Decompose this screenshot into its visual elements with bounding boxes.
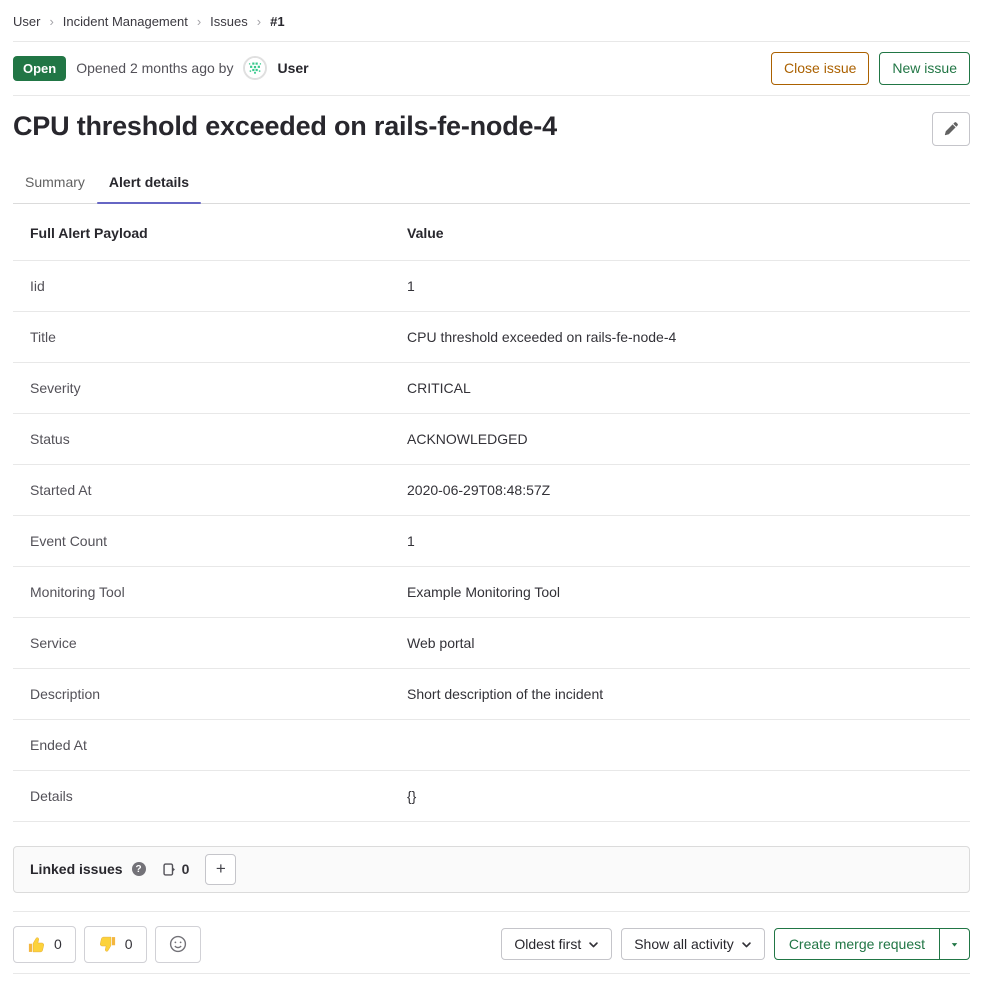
edit-title-button[interactable] — [932, 112, 970, 146]
tab-alert-details[interactable]: Alert details — [97, 163, 201, 203]
thumbs-up-icon — [27, 935, 46, 954]
row-value: Short description of the incident — [390, 668, 970, 719]
title-row — [13, 109, 970, 146]
author-name[interactable]: User — [277, 60, 309, 77]
thumbs-up-count: 0 — [54, 936, 62, 953]
row-value: 2020-06-29T08:48:57Z — [390, 464, 970, 515]
pencil-icon — [943, 121, 959, 137]
create-merge-request-button[interactable]: Create merge request — [775, 929, 940, 959]
row-label: Details — [13, 770, 390, 821]
chevron-right-icon: › — [196, 14, 202, 29]
discussion-controls — [501, 928, 970, 960]
breadcrumb-issues[interactable]: Issues — [210, 14, 248, 29]
linked-issues-count — [162, 861, 190, 877]
row-value: CRITICAL — [390, 362, 970, 413]
divider — [13, 973, 970, 974]
row-value: Web portal — [390, 617, 970, 668]
issue-tabs — [13, 163, 970, 204]
chevron-right-icon: › — [256, 14, 262, 29]
thumbs-down-count: 0 — [124, 936, 133, 953]
avatar[interactable] — [243, 56, 267, 80]
tab-summary[interactable]: Summary — [25, 173, 85, 190]
table-row — [13, 464, 970, 515]
table-header-row — [13, 204, 970, 261]
help-icon[interactable]: ? — [132, 862, 146, 876]
plus-icon: + — [215, 859, 226, 879]
alert-payload-table — [13, 204, 970, 822]
breadcrumb-issue-number: #1 — [270, 14, 285, 29]
column-header-field: Full Alert Payload — [13, 204, 390, 261]
thumbs-down-button[interactable] — [84, 926, 147, 963]
status-badge: Open — [13, 56, 66, 82]
row-value: ACKNOWLEDGED — [390, 413, 970, 464]
row-value — [390, 719, 970, 770]
table-row — [13, 515, 970, 566]
table-row — [13, 413, 970, 464]
caret-down-icon — [949, 939, 960, 950]
create-merge-request-split-button — [774, 928, 970, 960]
close-issue-button[interactable]: Close issue — [771, 52, 869, 85]
chevron-right-icon: › — [49, 14, 54, 29]
breadcrumb-user[interactable]: User — [13, 14, 41, 29]
column-header-value: Value — [390, 204, 970, 261]
table-row — [13, 260, 970, 311]
add-emoji-button[interactable] — [155, 926, 201, 963]
table-row — [13, 362, 970, 413]
breadcrumb — [13, 0, 970, 41]
table-row — [13, 311, 970, 362]
issue-icon — [162, 862, 177, 877]
row-label: Iid — [13, 260, 390, 311]
breadcrumb-incident-management[interactable]: Incident Management — [62, 14, 188, 29]
divider — [13, 95, 970, 96]
sort-dropdown[interactable] — [501, 928, 612, 960]
table-row — [13, 566, 970, 617]
thumbs-down-icon — [98, 935, 117, 954]
row-label: Service — [13, 617, 390, 668]
activity-filter-label: Show all activity — [634, 936, 734, 953]
create-merge-request-caret[interactable] — [940, 929, 969, 959]
row-value: 1 — [390, 260, 970, 311]
table-row — [13, 617, 970, 668]
row-value: CPU threshold exceeded on rails-fe-node-4 — [390, 311, 970, 362]
table-row — [13, 719, 970, 770]
linked-issues-title: Linked issues — [30, 861, 123, 878]
smiley-icon — [168, 934, 188, 954]
discussion-toolbar — [13, 912, 970, 973]
row-label: Monitoring Tool — [13, 566, 390, 617]
row-label: Started At — [13, 464, 390, 515]
table-row — [13, 668, 970, 719]
table-row — [13, 770, 970, 821]
add-linked-issue-button[interactable] — [205, 854, 236, 885]
linked-issues-count-value: 0 — [181, 861, 190, 878]
row-value: 1 — [390, 515, 970, 566]
activity-filter-dropdown[interactable] — [621, 928, 765, 960]
linked-issues-card — [13, 846, 970, 893]
chevron-down-icon — [588, 939, 599, 950]
row-label: Title — [13, 311, 390, 362]
new-issue-button[interactable]: New issue — [879, 52, 970, 85]
row-label: Status — [13, 413, 390, 464]
page-title: CPU threshold exceeded on rails-fe-node-4 — [13, 110, 557, 141]
row-label: Description — [13, 668, 390, 719]
row-value: Example Monitoring Tool — [390, 566, 970, 617]
row-label: Ended At — [13, 719, 390, 770]
row-label: Severity — [13, 362, 390, 413]
thumbs-up-button[interactable] — [13, 926, 76, 963]
row-value: {} — [390, 770, 970, 821]
sort-dropdown-label: Oldest first — [514, 936, 582, 953]
row-label: Event Count — [13, 515, 390, 566]
issue-status-bar — [13, 42, 970, 95]
chevron-down-icon — [741, 939, 752, 950]
opened-text: Opened 2 months ago by — [76, 60, 234, 77]
